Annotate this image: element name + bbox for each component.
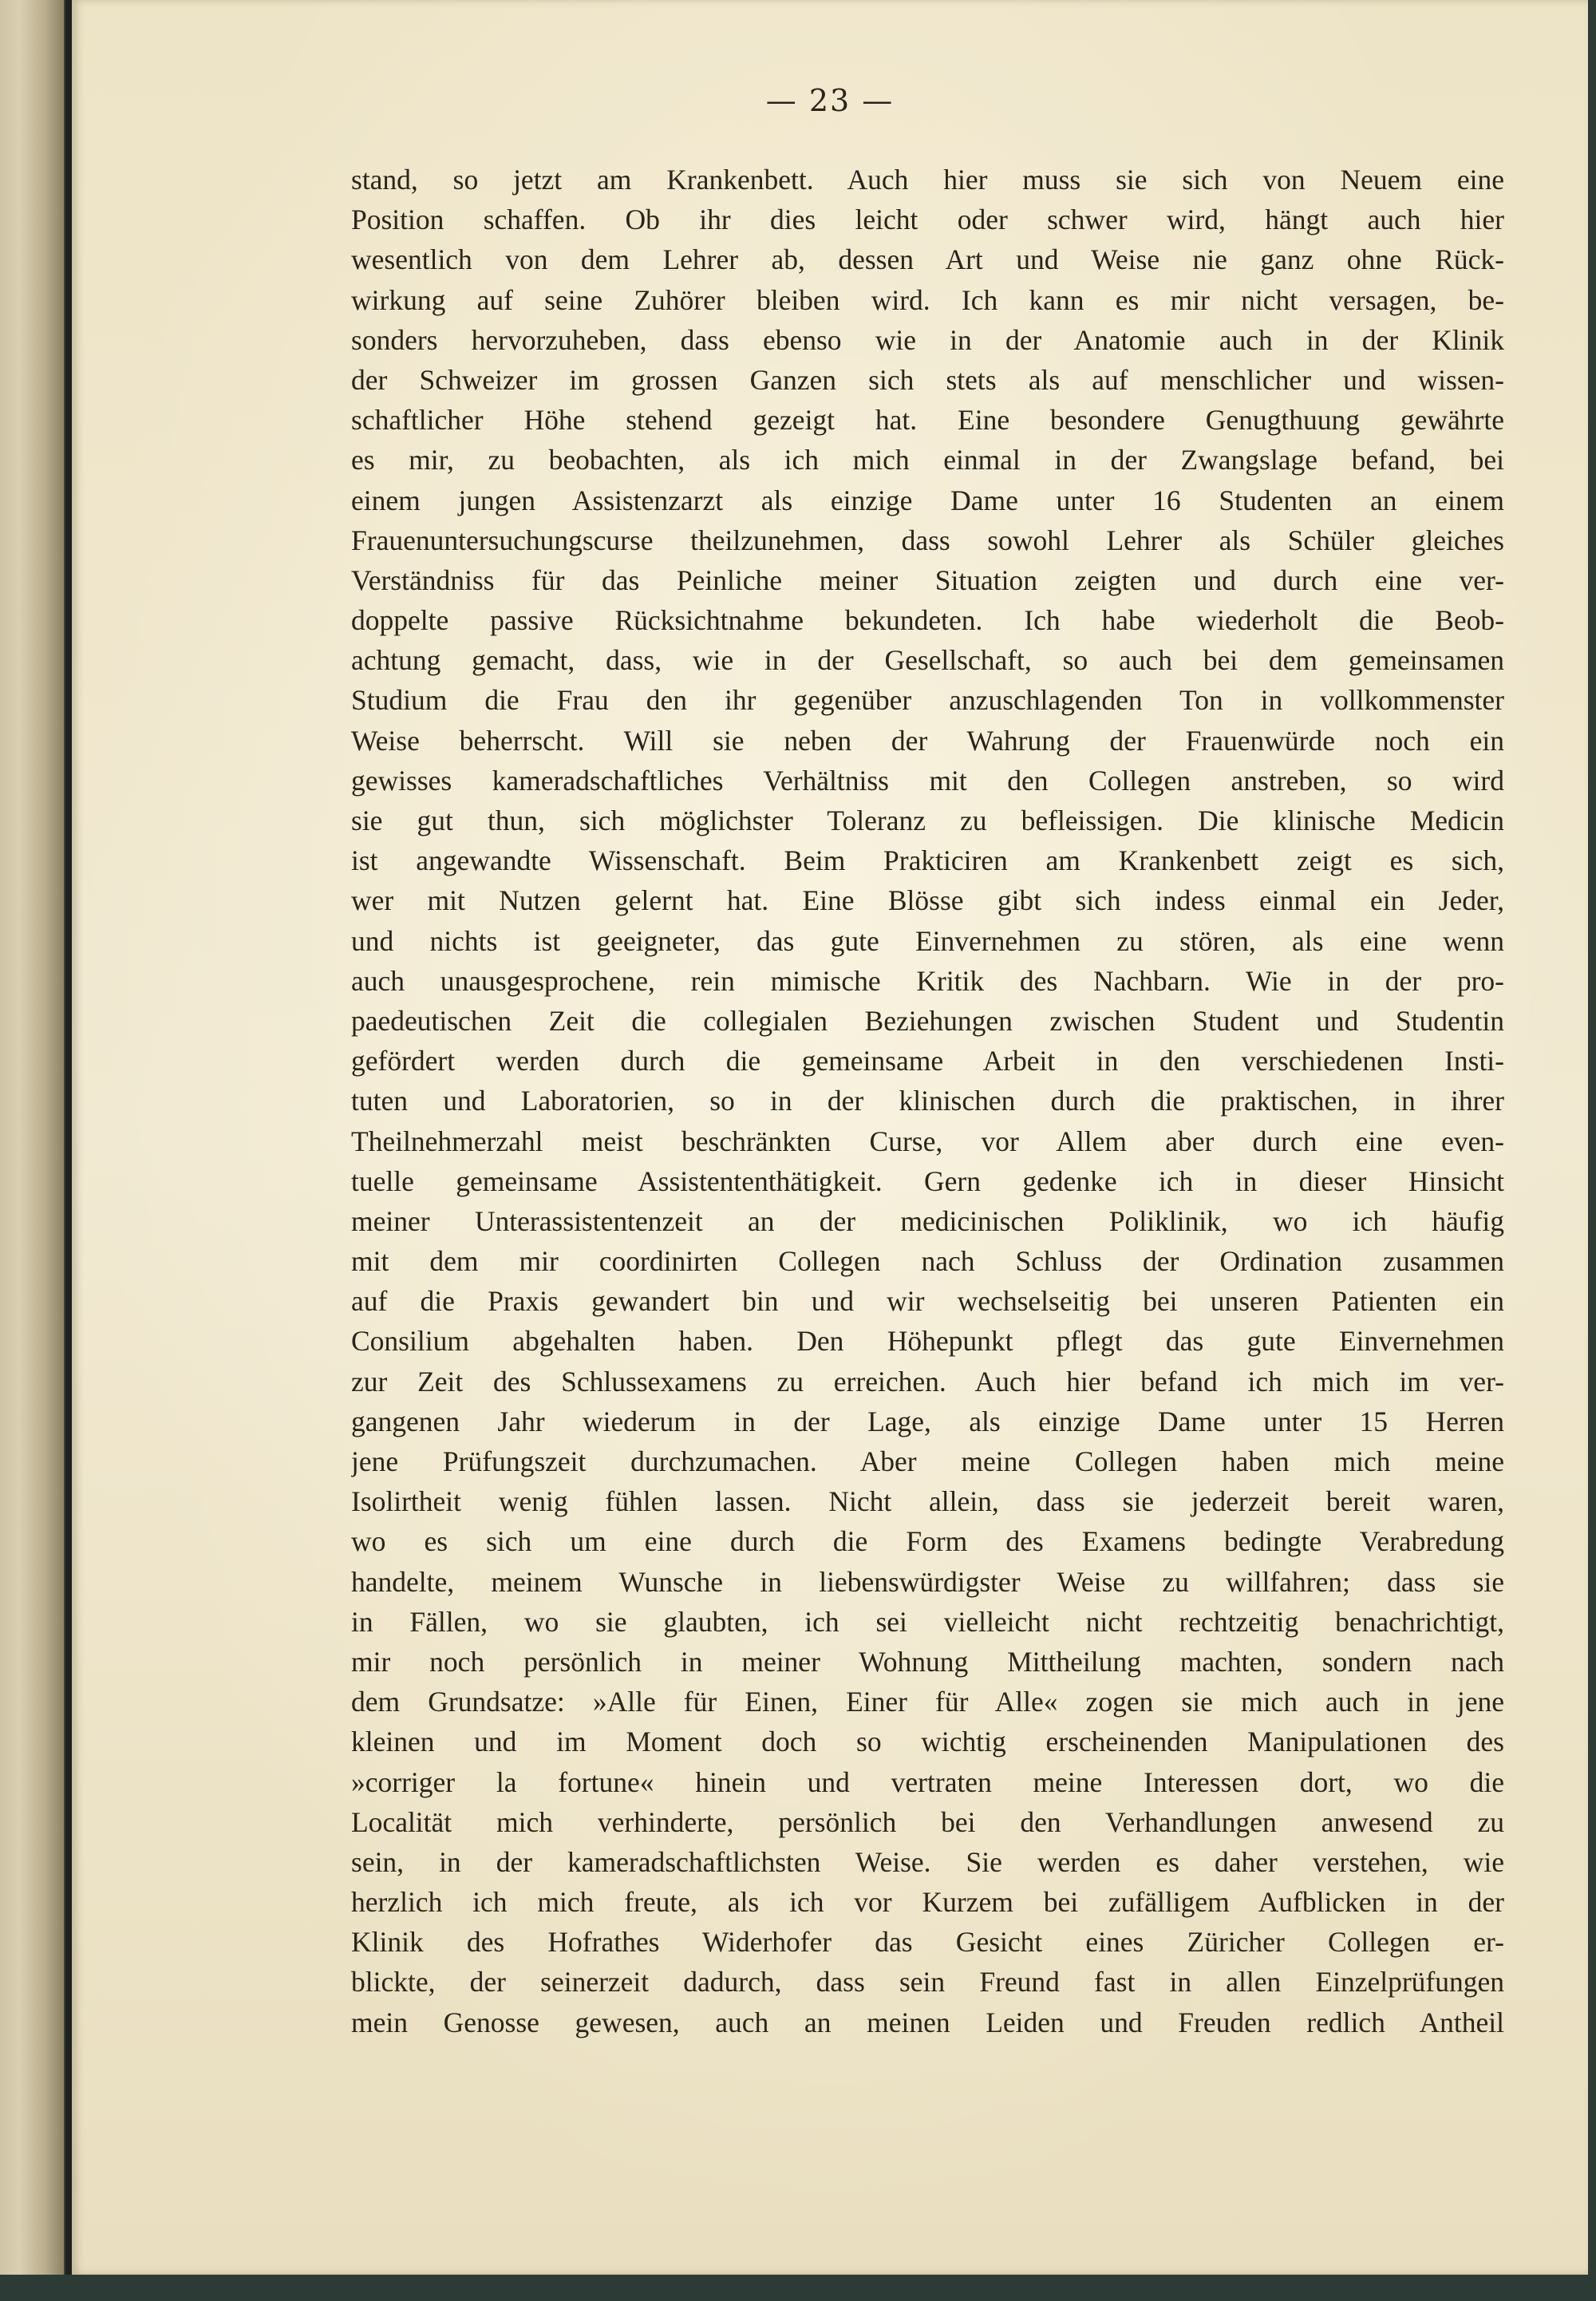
text-line: schaftlicher Höhe stehend gezeigt hat. Eine besondere Genugthuung gewährte bbox=[351, 404, 1504, 437]
text-line: auch unausgesprochene, rein mimische Kritik des Nachbarn. Wie in der pro- bbox=[351, 964, 1504, 997]
book-gutter bbox=[65, 0, 72, 2301]
text-line: Klinik des Hofrathes Widerhofer das Gesicht eines Züricher Collegen er- bbox=[351, 1926, 1504, 1959]
text-line: wo es sich um eine durch die Form des Examens bedingte Verabredung bbox=[351, 1525, 1504, 1558]
text-line: zur Zeit des Schlussexamens zu erreichen. Auch hier befand ich mich im ver- bbox=[351, 1365, 1504, 1398]
text-line: wesentlich von dem Lehrer ab, dessen Art und Weise nie ganz ohne Rück- bbox=[351, 243, 1504, 276]
page-number: — 23 — bbox=[765, 83, 895, 118]
text-line: tuten und Laboratorien, so in der klinischen durch die praktischen, in ihrer bbox=[351, 1085, 1504, 1117]
text-line: mein Genosse gewesen, auch an meinen Leiden und Freuden redlich Antheil bbox=[351, 2006, 1504, 2038]
text-line: sie gut thun, sich möglichster Toleranz zu befleissigen. Die klinische Medicin bbox=[351, 805, 1504, 836]
text-line: Studium die Frau den ihr gegenüber anzuschlagenden Ton in vollkommenster bbox=[351, 684, 1504, 717]
text-line: Frauenuntersuchungscurse theilzunehmen, dass sowohl Lehrer als Schüler gleiches bbox=[351, 524, 1504, 556]
text-line: ist angewandte Wissenschaft. Beim Prakticiren am Krankenbett zeigt es sich, bbox=[351, 844, 1504, 877]
bottom-cover-edge bbox=[0, 2275, 1596, 2301]
text-line: stand, so jetzt am Krankenbett. Auch hier muss sie sich von Neuem eine bbox=[351, 164, 1504, 196]
text-line: wer mit Nutzen gelernt hat. Eine Blösse gibt sich indess einmal ein Jeder, bbox=[351, 884, 1504, 917]
text-line: jene Prüfungszeit durchzumachen. Aber meine Collegen haben mich meine bbox=[351, 1445, 1504, 1477]
text-line: sein, in der kameradschaftlichsten Weise. Sie werden es daher verstehen, wie bbox=[351, 1845, 1504, 1878]
text-line: wirkung auf seine Zuhörer bleiben wird. Ich kann es mir nicht versagen, be- bbox=[351, 283, 1504, 316]
text-line: achtung gemacht, dass, wie in der Gesellschaft, so auch bei dem gemeinsamen bbox=[351, 644, 1504, 677]
text-line: gefördert werden durch die gemeinsame Arbeit in den verschiedenen Insti- bbox=[351, 1045, 1504, 1077]
text-line: sonders hervorzuheben, dass ebenso wie in der Anatomie auch in der Klinik bbox=[351, 323, 1504, 356]
text-line: doppelte passive Rücksichtnahme bekundeten. Ich habe wiederholt die Beob- bbox=[351, 604, 1504, 637]
text-line: Isolirtheit wenig fühlen lassen. Nicht allein, dass sie jederzeit bereit waren, bbox=[351, 1485, 1504, 1518]
text-line: »corriger la fortune« hinein und vertraten meine Interessen dort, wo die bbox=[351, 1765, 1504, 1798]
text-line: handelte, meinem Wunsche in liebenswürdigster Weise zu willfahren; dass sie bbox=[351, 1565, 1504, 1598]
text-line: paedeutischen Zeit die collegialen Beziehungen zwischen Student und Studentin bbox=[351, 1004, 1504, 1037]
right-page-edge bbox=[1588, 0, 1596, 2301]
book-page bbox=[72, 0, 1588, 2275]
text-line: tuelle gemeinsame Assistententhätigkeit. Gern gedenke ich in dieser Hinsicht bbox=[351, 1164, 1504, 1197]
text-line: einem jungen Assistenzarzt als einzige Dame unter 16 Studenten an einem bbox=[351, 484, 1504, 516]
page-body-text bbox=[351, 160, 1504, 2042]
text-line: kleinen und im Moment doch so wichtig erscheinenden Manipulationen des bbox=[351, 1726, 1504, 1758]
text-line: Theilnehmerzahl meist beschränkten Curse, vor Allem aber durch eine even- bbox=[351, 1125, 1504, 1157]
text-line: es mir, zu beobachten, als ich mich einmal in der Zwangslage befand, bei bbox=[351, 444, 1504, 476]
text-line: meiner Unterassistentenzeit an der medicinischen Poliklinik, wo ich häufig bbox=[351, 1204, 1504, 1237]
text-line: herzlich ich mich freute, als ich vor Kurzem bei zufälligem Aufblicken in der bbox=[351, 1886, 1504, 1919]
text-line: Verständniss für das Peinliche meiner Situation zeigten und durch eine ver- bbox=[351, 563, 1504, 596]
text-line: Localität mich verhinderte, persönlich bei den Verhandlungen anwesend zu bbox=[351, 1805, 1504, 1838]
text-line: dem Grundsatze: »Alle für Einen, Einer für Alle« zogen sie mich auch in jene bbox=[351, 1686, 1504, 1718]
text-line: Consilium abgehalten haben. Den Höhepunkt pflegt das gute Einvernehmen bbox=[351, 1325, 1504, 1358]
text-line: gewisses kameradschaftliches Verhältniss mit den Collegen anstreben, so wird bbox=[351, 764, 1504, 797]
text-line: Position schaffen. Ob ihr dies leicht oder schwer wird, hängt auch hier bbox=[351, 204, 1504, 236]
text-line: gangenen Jahr wiederum in der Lage, als einzige Dame unter 15 Herren bbox=[351, 1405, 1504, 1437]
text-line: mit dem mir coordinirten Collegen nach Schluss der Ordination zusammen bbox=[351, 1245, 1504, 1278]
text-line: Weise beherrscht. Will sie neben der Wahrung der Frauenwürde noch ein bbox=[351, 724, 1504, 757]
text-line: blickte, der seinerzeit dadurch, dass sein Freund fast in allen Einzelprüfungen bbox=[351, 1966, 1504, 1999]
text-line: in Fällen, wo sie glaubten, ich sei vielleicht nicht rechtzeitig benachrichtigt, bbox=[351, 1605, 1504, 1638]
text-line: und nichts ist geeigneter, das gute Einvernehmen zu stören, als eine wenn bbox=[351, 924, 1504, 957]
text-line: mir noch persönlich in meiner Wohnung Mittheilung machten, sondern nach bbox=[351, 1645, 1504, 1678]
book-binding bbox=[0, 0, 64, 2301]
text-line: der Schweizer im grossen Ganzen sich stets als auf menschlicher und wissen- bbox=[351, 363, 1504, 396]
text-line: auf die Praxis gewandert bin und wir wechselseitig bei unseren Patienten ein bbox=[351, 1285, 1504, 1318]
